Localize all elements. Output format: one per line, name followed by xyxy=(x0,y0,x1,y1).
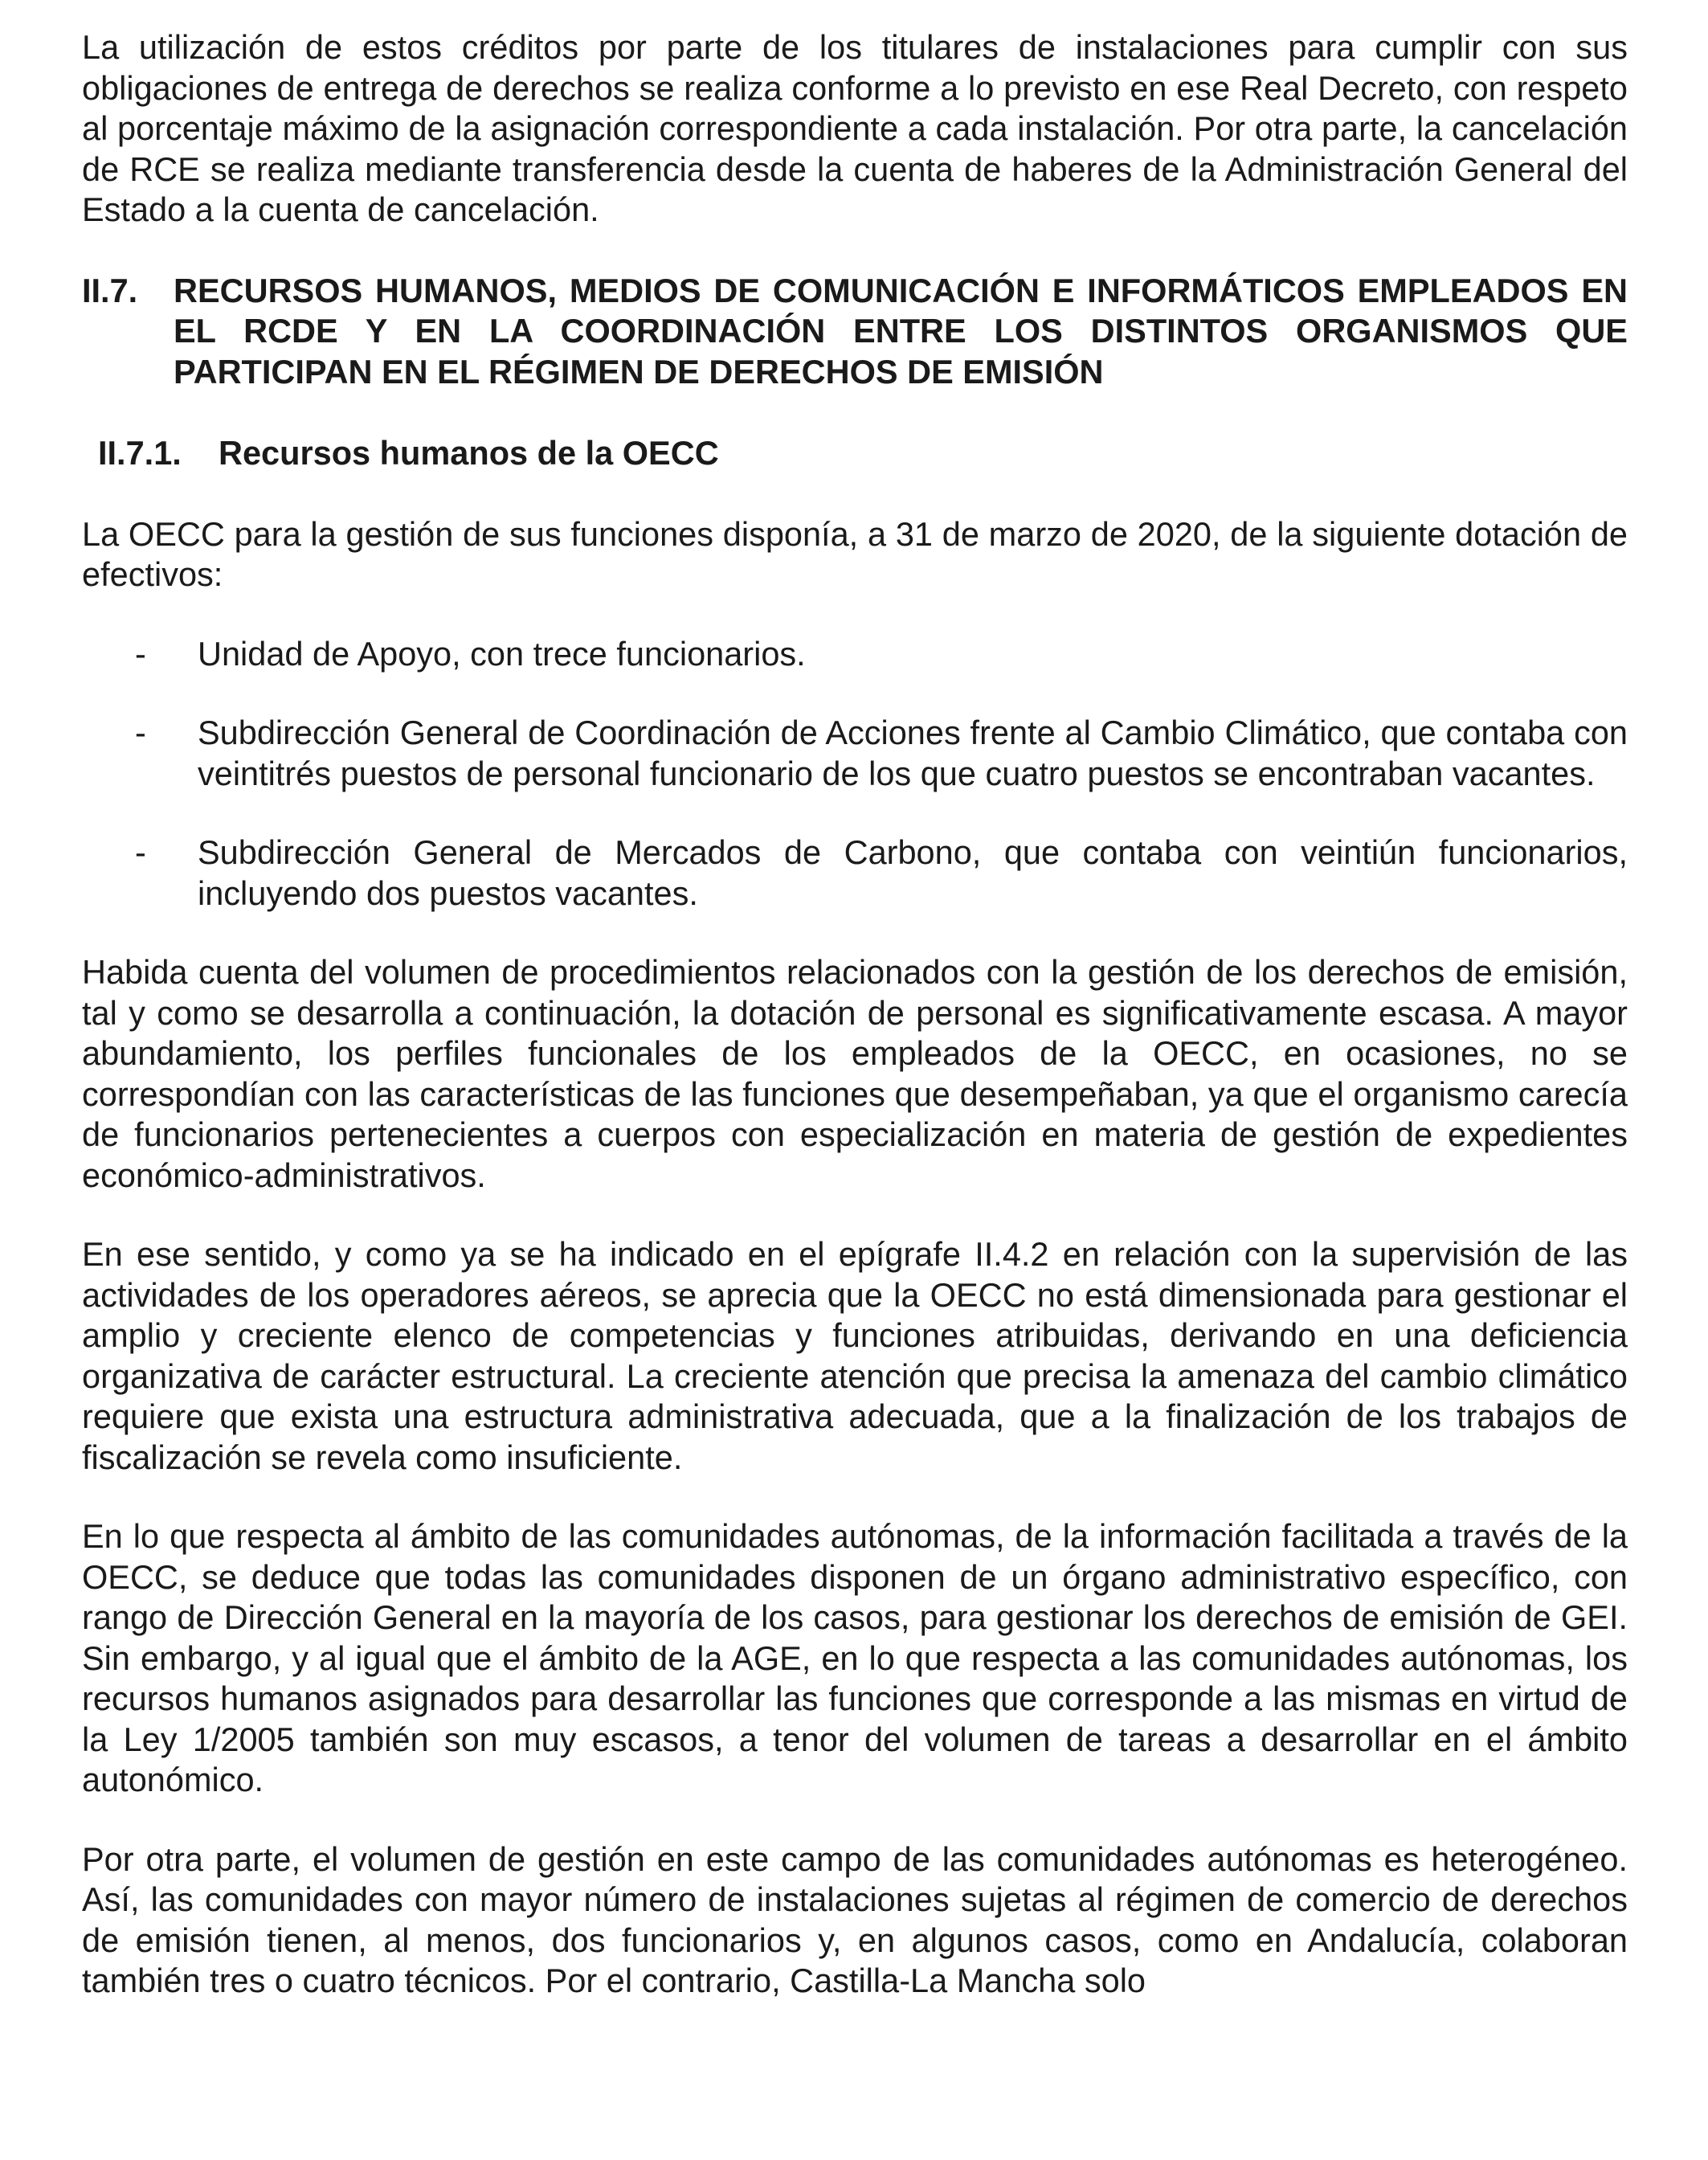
document-page xyxy=(82,27,1628,2002)
dash-bullet: - xyxy=(135,714,146,751)
section-number: II.7. xyxy=(82,271,138,309)
dash-bullet: - xyxy=(135,634,146,673)
list-item-text: Subdirección General de Coordinación de Acciones frente al Cambio Climático, que contaba con veintitrés puestos de personal funcionario de los que cuatro puestos se encontraban vacantes. xyxy=(198,714,1628,792)
list-item xyxy=(82,832,1628,914)
subsection-heading xyxy=(82,433,1628,474)
list-item-text: Subdirección General de Mercados de Carbono, que contaba con veintiún funcionarios, incluyendo dos puestos vacantes. xyxy=(198,833,1628,912)
list-item xyxy=(82,634,1628,675)
staff-list xyxy=(82,634,1628,914)
paragraph-oecc-staff: La OECC para la gestión de sus funciones disponía, a 31 de marzo de 2020, de la siguiente dotación de efectivos: xyxy=(82,514,1628,593)
list-item xyxy=(82,713,1628,794)
dash-bullet: - xyxy=(135,833,146,871)
subsection-number: II.7.1. xyxy=(98,434,182,472)
section-heading xyxy=(82,271,1628,393)
paragraph-autonomous-communities: En lo que respecta al ámbito de las comunidades autónomas, de la información facilitada a través de la OECC, se deduce que todas las comunidades disponen de un órgano administrativo específico, con rango de Dirección General en la mayoría de los casos, para gestionar los derechos de emisión de GEI. Sin embargo, y al igual que el ámbito de la AGE, en lo que respecta a las comunidades autónomas, los recursos humanos asignados para desarrollar las funciones que corresponde a las mismas en virtud de la Ley 1/2005 también son muy escasos, a tenor del volumen de tareas a desarrollar en el ámbito autonómico. xyxy=(82,1517,1628,1798)
list-item-text: Unidad de Apoyo, con trece funcionarios. xyxy=(198,634,806,673)
section-title: RECURSOS HUMANOS, MEDIOS DE COMUNICACIÓN E INFORMÁTICOS EMPLEADOS EN EL RCDE Y EN LA COORDINACIÓN ENTRE LOS DISTINTOS ORGANISMOS QUE PARTICIPAN EN EL RÉGIMEN DE DERECHOS DE EMISIÓN xyxy=(174,271,1628,391)
subsection-title: Recursos humanos de la OECC xyxy=(219,434,719,472)
paragraph-heterogeneous-volume: Por otra parte, el volumen de gestión en este campo de las comunidades autónomas es heterogéneo. Así, las comunidades con mayor número de instalaciones sujetas al régimen de comercio de derechos de emisión tienen, al menos, dos funcionarios y, en algunos casos, como en Andalucía, colaboran también tres o cuatro técnicos. Por el contrario, Castilla-La Mancha solo xyxy=(82,1839,1628,1999)
paragraph-structural-deficiency: En ese sentido, y como ya se ha indicado en el epígrafe II.4.2 en relación con la supervisión de las actividades de los operadores aéreos, se aprecia que la OECC no está dimensionada para gestionar el amplio y creciente elenco de competencias y funciones atribuidas, derivando en una deficiencia organizativa de carácter estructural. La creciente atención que precisa la amenaza del cambio climático requiere que exista una estructura administrativa adecuada, que a la finalización de los trabajos de fiscalización se revela como insuficiente. xyxy=(82,1235,1628,1476)
paragraph-staffing-scarcity: Habida cuenta del volumen de procedimientos relacionados con la gestión de los derechos de emisión, tal y como se desarrolla a continuación, la dotación de personal es significativamente escasa. A mayor abundamiento, los perfiles funcionales de los empleados de la OECC, en ocasiones, no se correspondían con las características de las funciones que desempeñaban, ya que el organismo carecía de funcionarios pertenecientes a cuerpos con especialización en materia de gestión de expedientes económico-administrativos. xyxy=(82,953,1628,1194)
paragraph-rce-credits: La utilización de estos créditos por parte de los titulares de instalaciones para cumplir con sus obligaciones de entrega de derechos se realiza conforme a lo previsto en ese Real Decreto, con respeto al porcentaje máximo de la asignación correspondiente a cada instalación. Por otra parte, la cancelación de RCE se realiza mediante transferencia desde la cuenta de haberes de la Administración General del Estado a la cuenta de cancelación. xyxy=(82,28,1628,228)
